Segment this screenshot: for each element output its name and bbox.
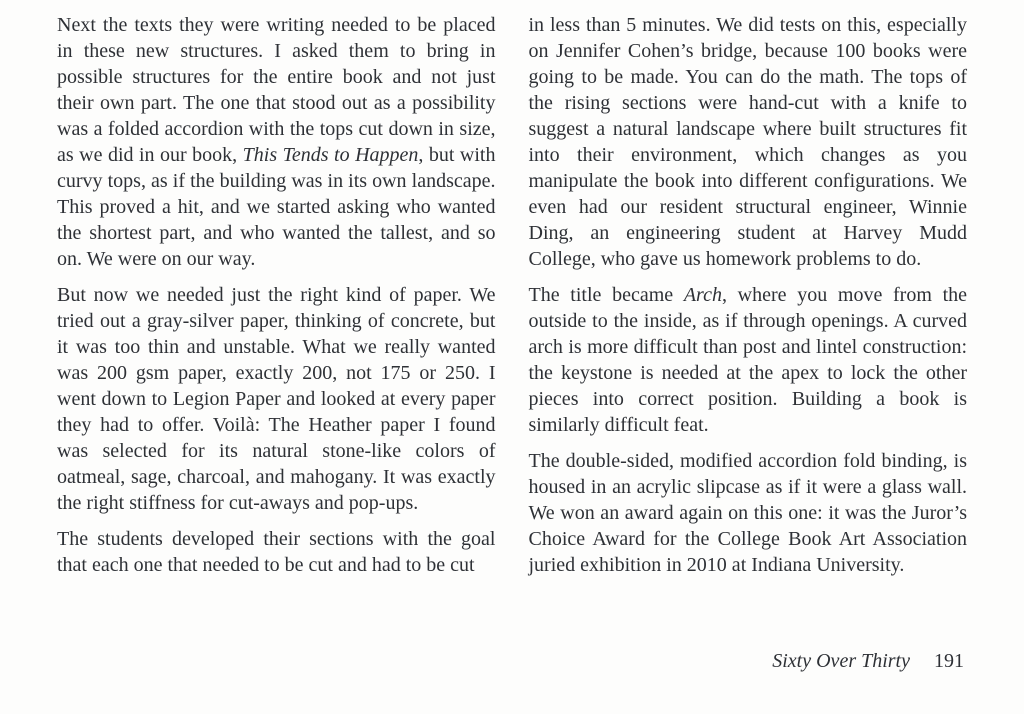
text-column-right (529, 12, 968, 588)
running-footer (772, 648, 964, 674)
text-column-left (57, 12, 496, 588)
footer-book-title: Sixty Over Thirty (772, 650, 910, 672)
paragraph (57, 282, 496, 516)
text-segment: But now we needed just the right kind of paper. We tried out a gray-silver paper, thinking of concrete, but it was too thin and unstable. What we really wanted was 200 gsm paper, exactly 200, not 175 or 250. I went down to Legion Paper and looked at every paper they had to offer. Voilà: The Heather paper I found was selected for its natural stone-like colors of oatmeal, sage, charcoal, and mahogany. It was exactly the right stiffness for cut-aways and pop-ups. (57, 284, 496, 514)
paragraph (529, 448, 968, 578)
text-segment: , where you move from the outside to the inside, as if through openings. A curved arch is more difficult than post and lintel construction: the keystone is needed at the apex to lock the other pieces into correct position. Building a book is similarly difficult feat. (528, 284, 967, 436)
text-segment: The students developed their sections with the goal that each one that needed to be cut and had to be cut (57, 528, 496, 576)
text-segment: in less than 5 minutes. We did tests on this, especially on Jennifer Cohen’s bridge, because 100 books were going to be made. You can do the math. The tops of the rising sections were hand-cut with a knife to suggest a natural landscape where built structures fit into their environment, which changes as you manipulate the book into different configurations. We even had our resident structural engineer, Winnie Ding, an engineering student at Harvey Mudd College, who gave us homework problems to do. (528, 14, 967, 270)
text-segment: , but with curvy tops, as if the building was in its own landscape. This proved a hit, and we started asking who wanted the shortest part, and who wanted the tallest, and so on. We were on our way. (57, 144, 496, 270)
text-segment: Next the texts they were writing needed to be placed in these new structures. I asked them to bring in possible structures for the entire book and not just their own part. The one that stood out as a possibility was a folded accordion with the tops cut down in size, as we did in our book, (57, 14, 496, 166)
italic-book-title: Arch (683, 284, 722, 306)
paragraph (57, 12, 496, 272)
text-segment: The double-sided, modified accordion fold binding, is housed in an acrylic slipcase as if it were a glass wall. We won an award again on this one: it was the Juror’s Choice Award for the College Book Art Association juried exhibition in 2010 at Indiana University. (528, 450, 967, 576)
paragraph (529, 12, 968, 272)
italic-book-title: This Tends to Happen (242, 144, 419, 166)
footer-page-number: 191 (934, 650, 964, 672)
paragraph (529, 282, 968, 438)
text-segment: The title became (528, 284, 684, 306)
paragraph (57, 526, 496, 578)
